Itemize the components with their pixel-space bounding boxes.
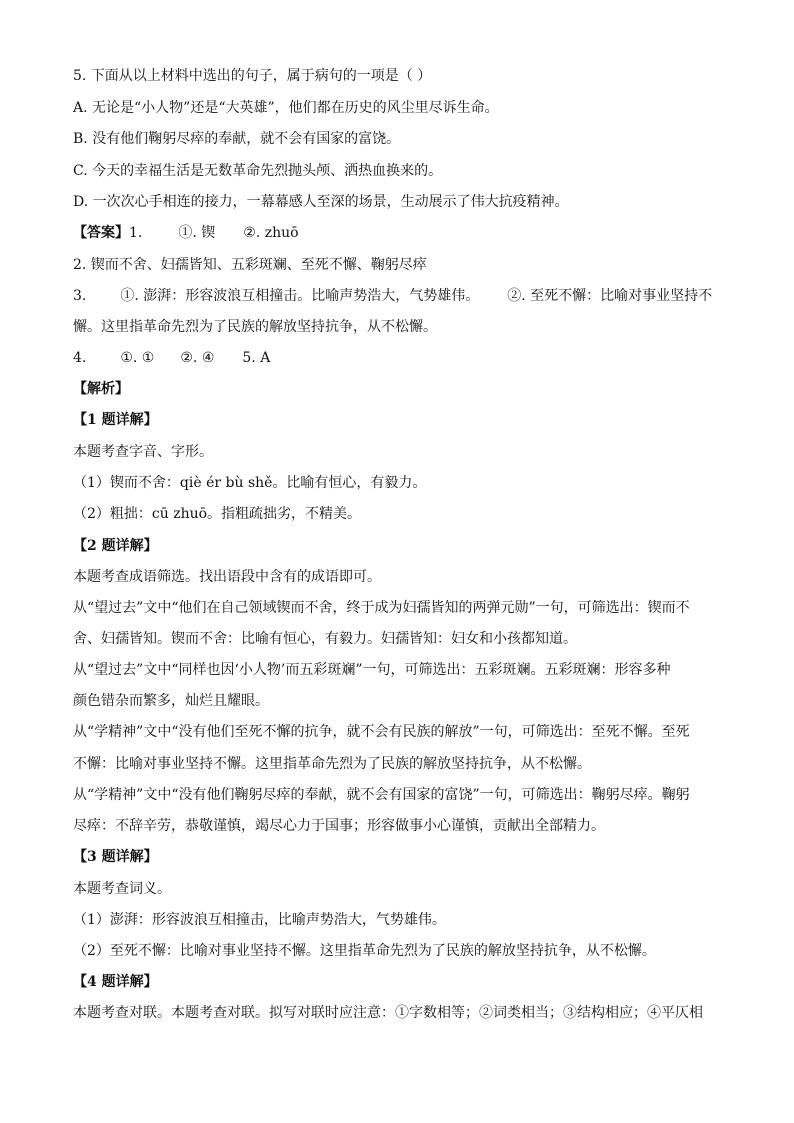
answer-label: 【答案】	[73, 225, 129, 241]
answer-3-prefix: 3.	[73, 288, 87, 304]
detail-2-line: 不懈：比喻对事业坚持不懈。这里指革命先烈为了民族的解放坚持抗争，从不松懈。	[73, 756, 591, 772]
detail-1-line: 本题考查字音、字形。	[73, 444, 213, 460]
detail-2-line: 从“望过去”文中“同样也因‘小人物’而五彩斑斓”一句，可筛选出：五彩斑斓。五彩斑斓：形容多种	[73, 662, 671, 678]
detail-2-line: 从“学精神”文中“没有他们鞠躬尽瘁的奉献，就不会有国家的富饶”一句，可筛选出：鞠躬尽瘁。鞠躬	[73, 787, 690, 803]
answer-3-part-1: ①. 澎湃：形容波浪互相撞击。比喻声势浩大，气势雄伟。	[120, 288, 480, 304]
question-5-option-b: B. 没有他们鞠躬尽瘁的奉献，就不会有国家的富饶。	[73, 131, 401, 147]
question-5-stem: 5. 下面从以上材料中选出的句子，属于病句的一项是（ ）	[73, 68, 432, 84]
answer-3-part-2: ②. 至死不懈：比喻对事业坚持不	[507, 288, 713, 304]
answer-4-prefix: 4.	[73, 350, 87, 366]
answer-1-part-2: ②. zhuō	[243, 225, 299, 241]
answer-4-part-2: ②. ④	[180, 350, 215, 366]
answer-4-part-1: ①. ①	[120, 350, 155, 366]
question-5-option-c: C. 今天的幸福生活是无数革命先烈抛头颅、洒热血换来的。	[73, 163, 443, 179]
detail-3-line: 本题考查词义。	[73, 881, 171, 897]
detail-2-line: 舍、妇孺皆知。锲而不舍：比喻有恒心，有毅力。妇孺皆知：妇女和小孩都知道。	[73, 631, 577, 647]
question-5-option-a: A. 无论是“小人物”还是“大英雄”，他们都在历史的风尘里尽诉生命。	[73, 100, 499, 116]
answer-5: 5. A	[242, 350, 271, 366]
answer-1-part-1: ①. 锲	[178, 225, 216, 241]
answer-line-4	[73, 348, 270, 368]
detail-1-line: （1）锲而不舍：qiè ér bù shě。比喻有恒心，有毅力。	[73, 475, 427, 491]
detail-2-line: 从“望过去”文中“他们在自己领域锲而不舍，终于成为妇孺皆知的两弹元勋”一句，可筛选出：锲而不	[73, 600, 690, 616]
detail-3-line: （1）澎湃：形容波浪互相撞击，比喻声势浩大，气势雄伟。	[73, 912, 446, 928]
analysis-label: 【解析】	[73, 381, 129, 397]
detail-2-line: 颜色错杂而繁多，灿烂且耀眼。	[73, 693, 269, 709]
detail-2-title: 【2 题详解】	[73, 538, 158, 554]
answer-3-continued: 懈。这里指革命先烈为了民族的解放坚持抗争，从不松懈。	[73, 319, 437, 335]
detail-4-line: 本题考查对联。本题考查对联。拟写对联时应注意：①字数相等；②词类相当；③结构相应；④平仄相	[73, 1005, 703, 1021]
detail-3-line: （2）至死不懈：比喻对事业坚持不懈。这里指革命先烈为了民族的解放坚持抗争，从不松懈。	[73, 943, 656, 959]
answer-1-prefix: 1.	[129, 225, 143, 241]
detail-1-title: 【1 题详解】	[73, 412, 158, 428]
answer-line-3	[73, 286, 712, 306]
detail-1-line: （2）粗拙：cū zhuō。指粗疏拙劣，不精美。	[73, 506, 362, 522]
answer-line-1	[73, 223, 299, 243]
detail-2-line: 尽瘁：不辞辛劳，恭敬谨慎，竭尽心力于国事；形容做事小心谨慎，贡献出全部精力。	[73, 818, 605, 834]
detail-4-title: 【4 题详解】	[73, 974, 158, 990]
detail-2-line: 本题考查成语筛选。找出语段中含有的成语即可。	[73, 569, 381, 585]
answer-2: 2. 锲而不舍、妇孺皆知、五彩斑斓、至死不懈、鞠躬尽瘁	[73, 257, 427, 273]
detail-3-title: 【3 题详解】	[73, 849, 158, 865]
question-5-option-d: D. 一次次心手相连的接力，一幕幕感人至深的场景，生动展示了伟大抗疫精神。	[73, 194, 569, 210]
detail-2-line: 从“学精神”文中“没有他们至死不懈的抗争，就不会有民族的解放”一句，可筛选出：至死不懈。至死	[73, 724, 690, 740]
